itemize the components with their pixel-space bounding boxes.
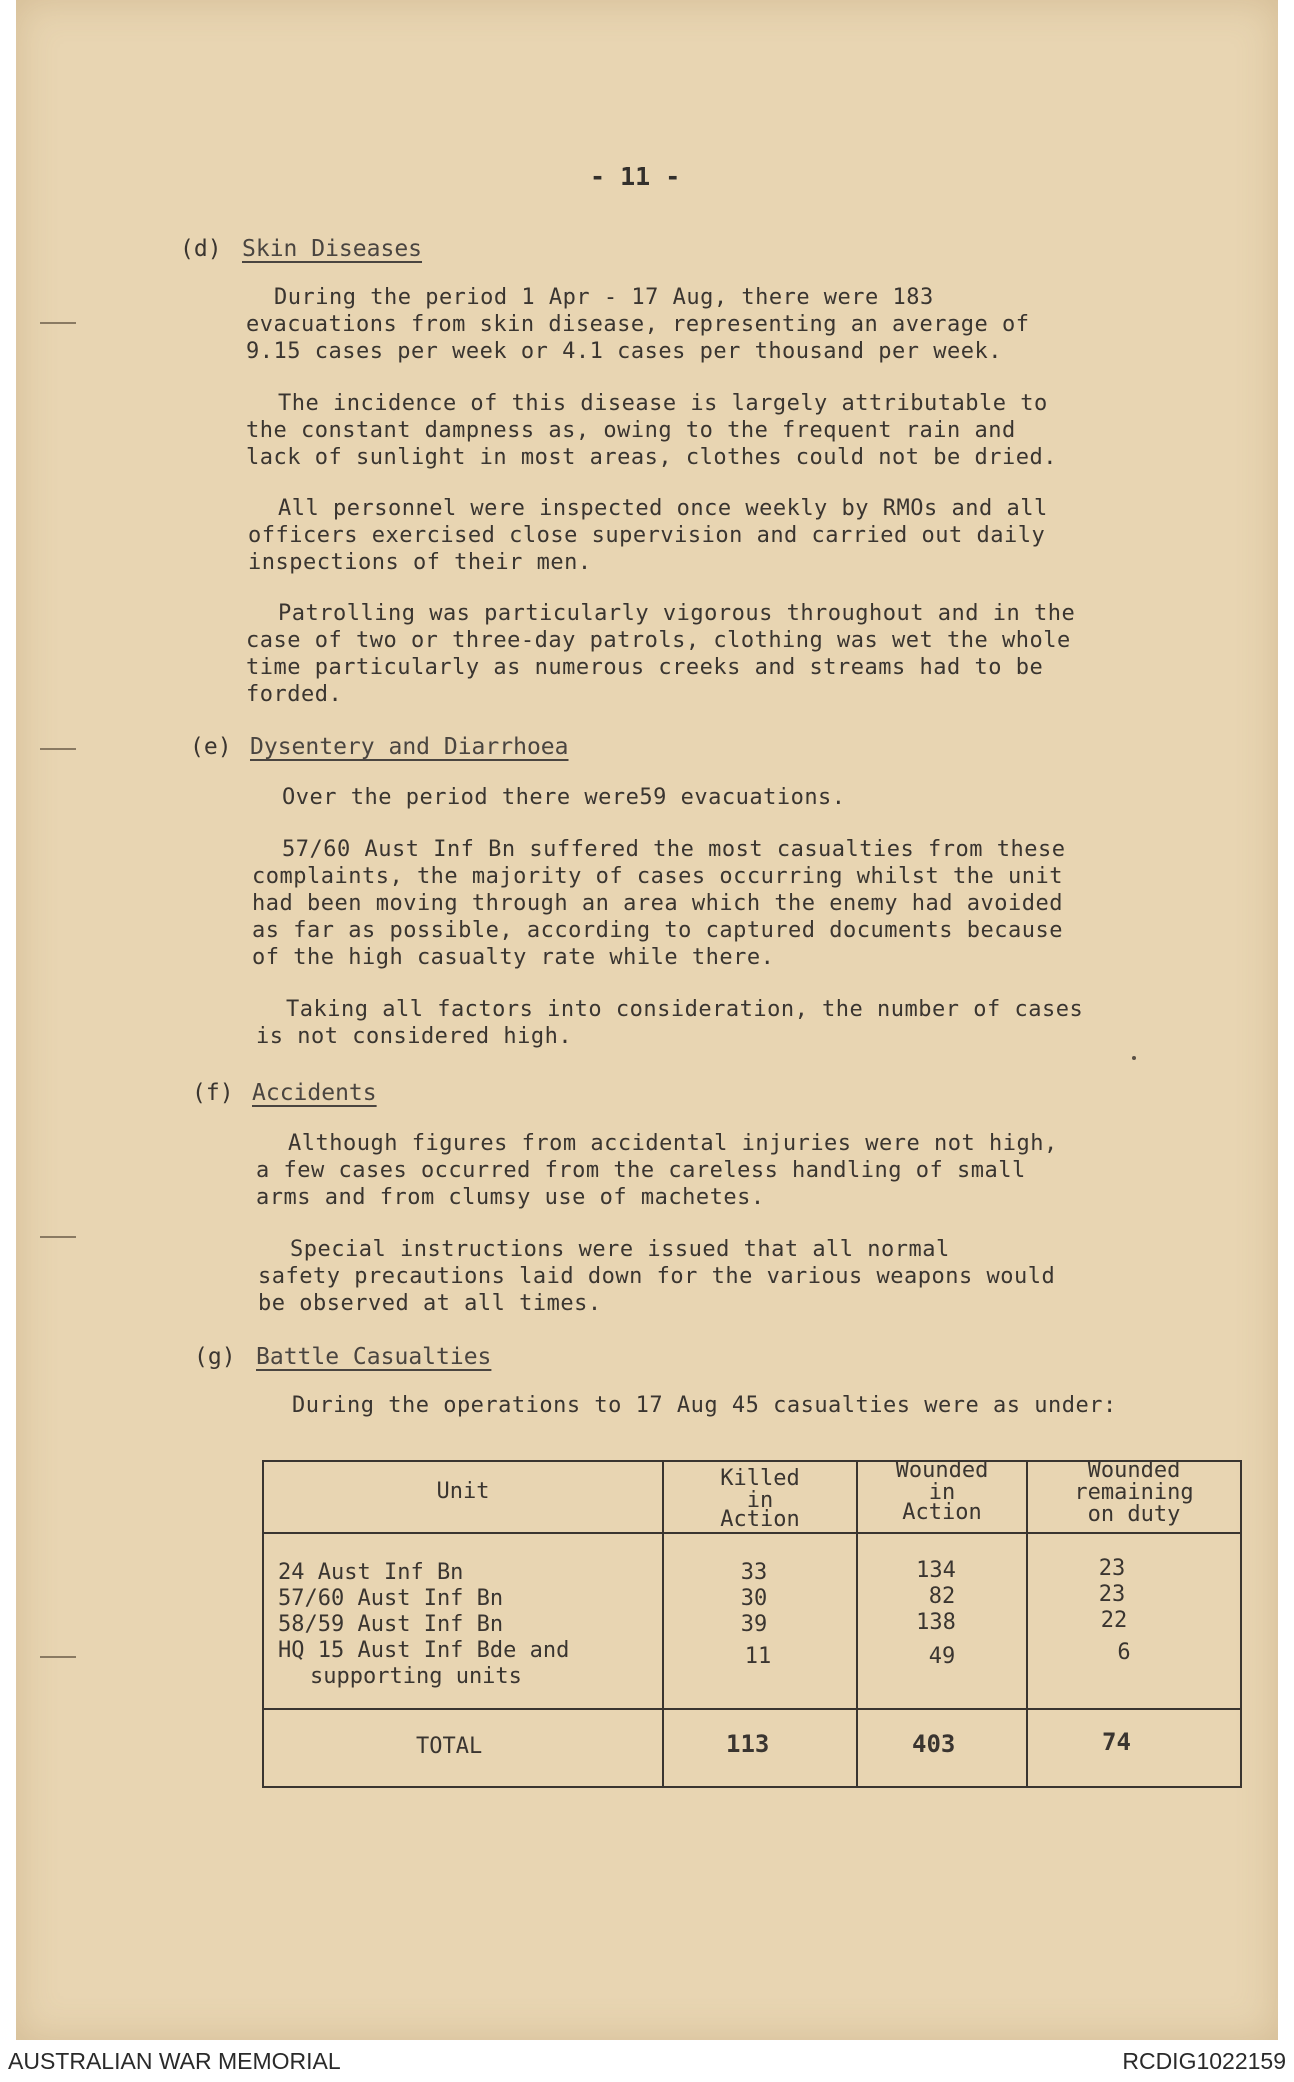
paragraph-line: inspections of their men. — [248, 550, 592, 575]
section-letter-f: (f) — [192, 1080, 234, 1106]
table-cell-wounded: 82 — [928, 1584, 956, 1609]
header-remaining-line2: remaining — [1074, 1480, 1194, 1505]
paragraph-line: 9.15 cases per week or 4.1 cases per thousand per week. — [246, 339, 1002, 364]
section-heading-dysentery: Dysentery and Diarrhoea — [250, 734, 569, 760]
paragraph-line: complaints, the majority of cases occurring whilst the unit — [252, 864, 1063, 889]
header-killed-line2: in — [746, 1488, 774, 1513]
table-row-unit: 57/60 Aust Inf Bn — [278, 1586, 504, 1611]
paragraph-line: safety precautions laid down for the various weapons would — [258, 1264, 1056, 1289]
paragraph-line: Taking all factors into consideration, the number of cases — [286, 997, 1084, 1022]
table-header-divider — [262, 1532, 1242, 1534]
paragraph-line: time particularly as numerous creeks and streams had to be — [246, 655, 1044, 680]
paragraph-line: lack of sunlight in most areas, clothes could not be dried. — [246, 445, 1057, 470]
paragraph-line: officers exercised close supervision and carried out daily — [248, 523, 1046, 548]
table-row-unit-line2: supporting units — [310, 1664, 522, 1689]
paragraph-line: forded. — [246, 682, 343, 707]
table-border-right — [1240, 1460, 1242, 1788]
header-wounded-line2: in — [928, 1480, 956, 1505]
table-border-bottom — [262, 1786, 1242, 1788]
footer-id: RCDIG1022159 — [1122, 2048, 1286, 2074]
page-number: - 11 - — [590, 162, 681, 191]
paragraph-line: Patrolling was particularly vigorous throughout and in the — [278, 601, 1076, 626]
paragraph-line: case of two or three-day patrols, clothing was wet the whole — [246, 628, 1071, 653]
margin-mark — [40, 322, 76, 324]
paragraph-line: Over the period there were59 evacuations. — [282, 785, 846, 810]
table-cell-remaining: 23 — [1098, 1582, 1126, 1607]
paragraph-line: as far as possible, according to captured documents because — [252, 918, 1063, 943]
section-heading-battle-casualties: Battle Casualties — [256, 1344, 492, 1370]
paragraph-line: 57/60 Aust Inf Bn suffered the most casualties from these — [282, 837, 1066, 862]
table-cell-killed: 11 — [744, 1644, 772, 1669]
table-cell-remaining: 23 — [1098, 1556, 1126, 1581]
margin-mark — [40, 1236, 76, 1238]
footer-source: AUSTRALIAN WAR MEMORIAL — [8, 2048, 341, 2074]
table-total-wounded: 403 — [912, 1730, 956, 1758]
header-killed-line3: Action — [720, 1507, 800, 1532]
table-total-label: TOTAL — [416, 1734, 483, 1759]
paragraph-line: a few cases occurred from the careless handling of small — [256, 1158, 1026, 1183]
paragraph-line: Although figures from accidental injuries were not high, — [288, 1131, 1058, 1156]
paragraph-line: All personnel were inspected once weekly by RMOs and all — [278, 496, 1048, 521]
section-heading-accidents: Accidents — [252, 1080, 377, 1106]
header-remaining-line3: on duty — [1087, 1502, 1181, 1527]
section-letter-d: (d) — [180, 236, 222, 262]
paragraph-line: evacuations from skin disease, representing an average of — [246, 312, 1030, 337]
table-row-unit: 24 Aust Inf Bn — [278, 1560, 464, 1585]
table-cell-remaining: 22 — [1100, 1608, 1128, 1633]
table-cell-wounded: 134 — [916, 1558, 956, 1583]
paragraph-line: During the period 1 Apr - 17 Aug, there were 183 — [274, 285, 934, 310]
table-row-unit: HQ 15 Aust Inf Bde and — [278, 1638, 570, 1663]
paragraph-line: be observed at all times. — [258, 1291, 602, 1316]
table-cell-killed: 39 — [740, 1612, 768, 1637]
margin-mark — [40, 1656, 76, 1658]
paragraph-line: During the operations to 17 Aug 45 casualties were as under: — [292, 1393, 1117, 1418]
table-cell-killed: 33 — [740, 1560, 768, 1585]
paragraph-line: had been moving through an area which the enemy had avoided — [252, 891, 1063, 916]
paragraph-line: the constant dampness as, owing to the frequent rain and — [246, 418, 1016, 443]
header-remaining-line1: Wounded — [1087, 1458, 1181, 1483]
paragraph-line: Special instructions were issued that all normal — [290, 1237, 950, 1262]
paragraph-line: arms and from clumsy use of machetes. — [256, 1185, 765, 1210]
section-heading-skin-diseases: Skin Diseases — [242, 236, 423, 262]
header-wounded-line1: Wounded — [895, 1458, 989, 1483]
paragraph-line: The incidence of this disease is largely attributable to — [278, 391, 1048, 416]
header-killed-line1: Killed — [720, 1466, 800, 1491]
table-cell-wounded: 138 — [916, 1610, 956, 1635]
section-letter-g: (g) — [194, 1344, 236, 1370]
table-total-divider — [262, 1708, 1242, 1710]
ink-dot — [1132, 1056, 1136, 1060]
table-total-killed: 113 — [726, 1730, 770, 1758]
margin-mark — [40, 748, 76, 750]
table-row-unit: 58/59 Aust Inf Bn — [278, 1612, 504, 1637]
header-wounded-line3: Action — [902, 1500, 982, 1525]
table-total-remaining: 74 — [1102, 1728, 1131, 1756]
paragraph-line: of the high casualty rate while there. — [252, 945, 775, 970]
paragraph-line: is not considered high. — [256, 1024, 573, 1049]
table-cell-remaining: 6 — [1117, 1640, 1131, 1665]
table-cell-wounded: 49 — [928, 1644, 956, 1669]
header-unit: Unit — [436, 1479, 490, 1504]
table-border-left — [262, 1460, 264, 1788]
table-cell-killed: 30 — [740, 1586, 768, 1611]
section-letter-e: (e) — [190, 734, 232, 760]
